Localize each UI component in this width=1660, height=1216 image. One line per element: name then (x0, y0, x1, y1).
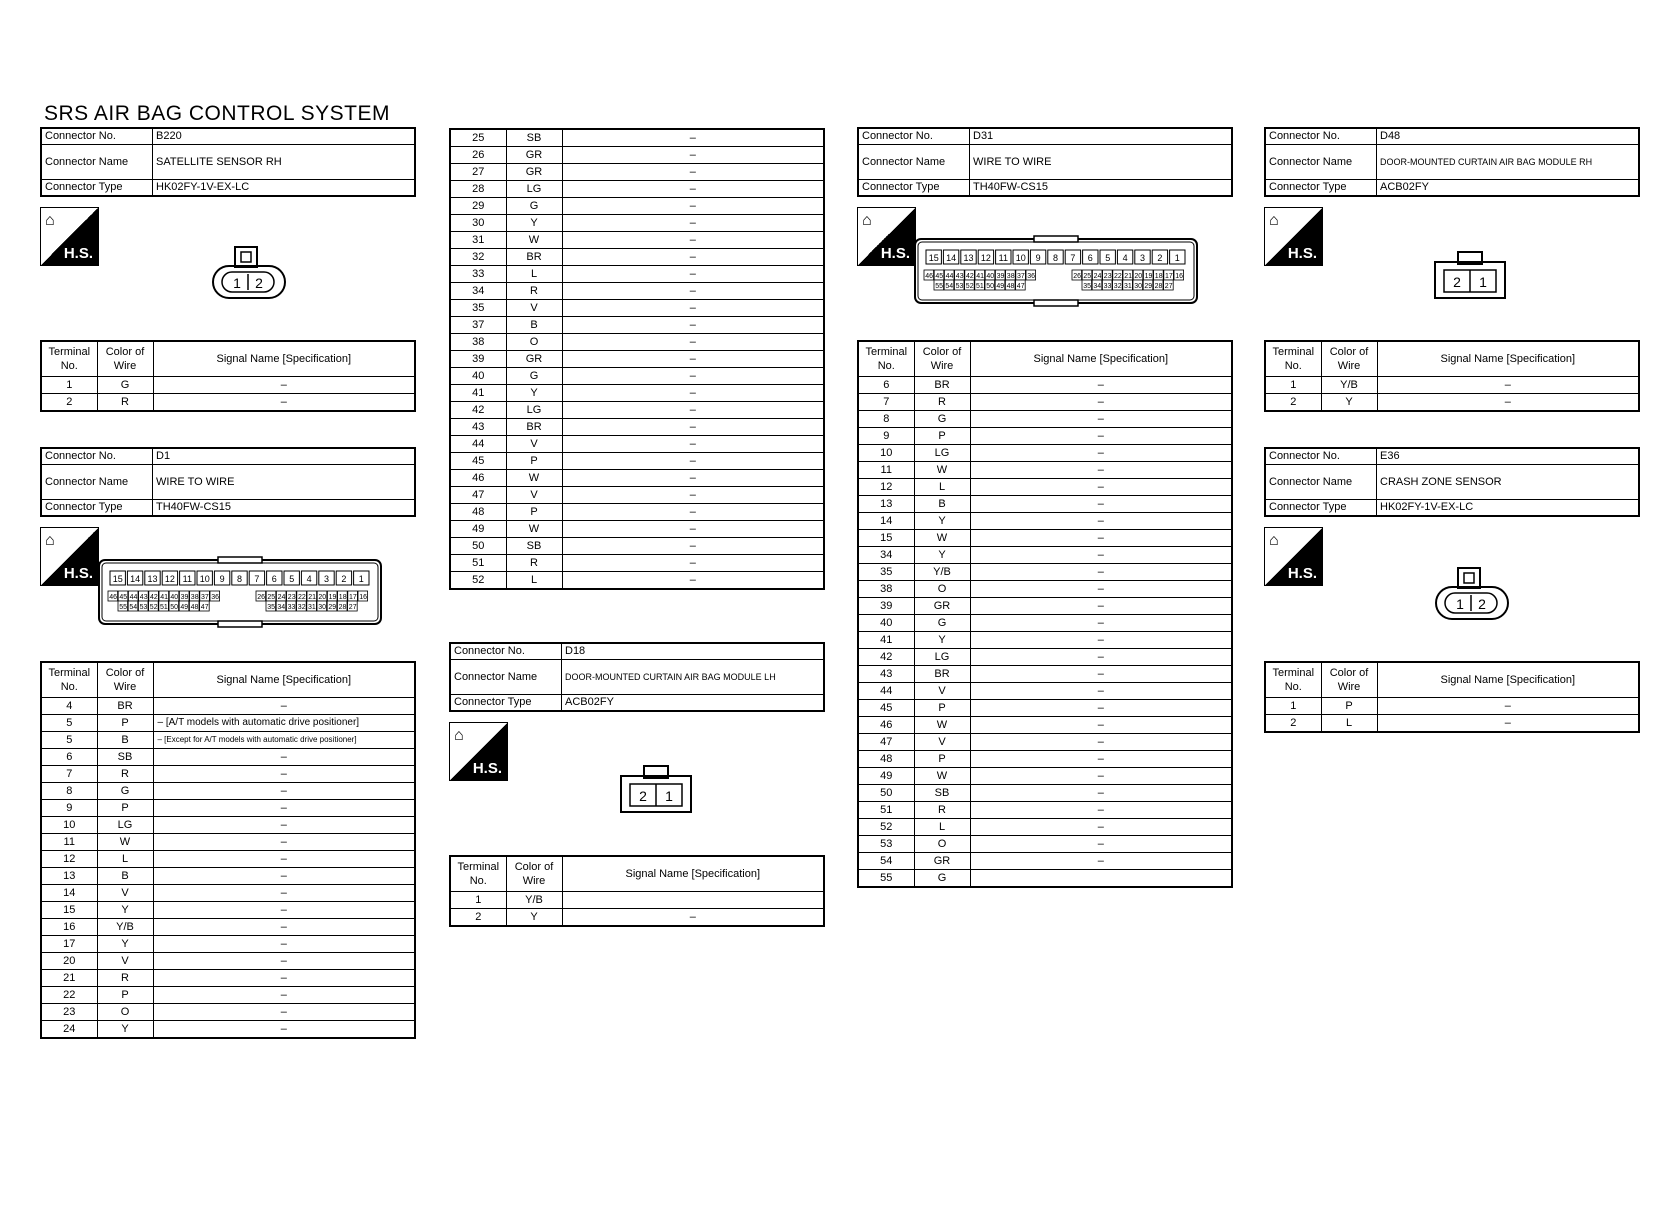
pin-label: 47 (200, 604, 209, 611)
pin-label: 17 (349, 594, 357, 601)
connector-d18: Connector No. D18 Connector Name DOOR-MOUNTED CURTAIN AIR BAG MODULE LH Connector Type ACB02FY (449, 642, 825, 712)
pin-label: 28 (1154, 283, 1163, 290)
pin-label: 39 (180, 594, 189, 601)
pin-label: 3 (1139, 253, 1146, 263)
pin-label: 16 (359, 594, 367, 601)
pin-label: 35 (1083, 283, 1091, 290)
table-row: 1 P – (1265, 698, 1639, 715)
pin-label: 50 (170, 604, 178, 611)
table-row: 24 Y – (41, 1021, 415, 1039)
table-row: 12 L – (858, 479, 1232, 496)
table-row: 39 GR – (858, 598, 1232, 615)
connector-face-d31 (914, 235, 1198, 312)
harness-side-icon: ⌂ H.S. (449, 722, 508, 781)
pin-label: 20 (1134, 273, 1143, 280)
table-row: 2 Y – (450, 909, 824, 927)
harness-side-icon: ⌂ H.S. (1264, 207, 1323, 266)
connector-b220 (40, 127, 416, 197)
plug-icon: ⌂ (1269, 532, 1279, 549)
table-row: 11 W – (41, 834, 415, 851)
table-row: 32 BR – (450, 249, 824, 266)
table-row: 12 L – (41, 851, 415, 868)
pin-table-e36: Terminal No. Color of Wire Signal Name [Specification] 1 P – 2 L – (1264, 661, 1640, 733)
pin-label: 29 (1144, 283, 1153, 290)
table-row: 42 LG – (858, 649, 1232, 666)
pin-label: 16 (1175, 273, 1183, 280)
pin-label: 2 (1478, 596, 1486, 612)
header-terminal-no: Terminal No. (41, 341, 97, 377)
pin-label: 52 (965, 283, 974, 290)
pin-label: 45 (935, 273, 944, 280)
table-row: 13 B – (858, 496, 1232, 513)
plug-icon: ⌂ (45, 532, 55, 549)
connector-face-d1 (98, 556, 382, 633)
connector-type-value: HK02FY-1V-EX-LC (153, 180, 416, 197)
pin-label: 22 (298, 594, 306, 601)
pin-label: 20 (318, 594, 327, 601)
table-row: 25 SB – (450, 129, 824, 147)
pin-label: 15 (112, 574, 123, 584)
pin-label: 42 (150, 594, 158, 601)
pin-label: 51 (976, 283, 984, 290)
pin-label: 14 (130, 574, 141, 584)
label-connector-type: Connector Type (41, 180, 153, 197)
connector-d1 (40, 447, 416, 517)
table-row: 2 L – (1265, 715, 1639, 733)
table-row: 22 P – (41, 987, 415, 1004)
pin-label: 48 (1006, 283, 1015, 290)
pin-label: 1 (1479, 274, 1487, 290)
table-row: 34 Y – (858, 547, 1232, 564)
pin-label: 43 (955, 273, 964, 280)
table-row: 11 W – (858, 462, 1232, 479)
pin-label: 39 (996, 273, 1005, 280)
pin-label: 46 (109, 594, 117, 601)
table-row: 50 SB – (450, 538, 824, 555)
pin-label: 18 (1154, 273, 1163, 280)
pin-label: 21 (1124, 273, 1132, 280)
table-row: 43 BR – (858, 666, 1232, 683)
pin-label: 6 (1087, 253, 1093, 263)
pin-label: 36 (211, 594, 219, 601)
table-row: 49 W – (450, 521, 824, 538)
pin-label: 2 (255, 275, 263, 291)
connector-no-value: B220 (153, 128, 416, 145)
pin-label: 27 (1164, 283, 1173, 290)
pin-label: 17 (1165, 273, 1173, 280)
pin-label: 23 (287, 594, 296, 601)
pin-label: 15 (928, 253, 939, 263)
pin-label: 45 (119, 594, 128, 601)
table-row: 5 B – [Except for A/T models with automatic drive positioner] (41, 732, 415, 749)
table-row: 15 Y – (41, 902, 415, 919)
pin-label: 40 (986, 273, 995, 280)
pin-label: 41 (976, 273, 984, 280)
pin-label: 47 (1016, 283, 1025, 290)
pin-label: 8 (236, 574, 243, 584)
table-row: 8 G – (41, 783, 415, 800)
plug-icon: ⌂ (454, 727, 464, 744)
pin-label: 11 (998, 253, 1008, 263)
pin-label: 32 (1113, 283, 1122, 290)
table-row: 6 BR – (858, 377, 1232, 394)
table-row: 51 R – (450, 555, 824, 572)
table-row: 1 Y/B (450, 892, 824, 909)
pin-label: 2 (1453, 274, 1461, 290)
table-row: 35 Y/B – (858, 564, 1232, 581)
pin-label: 12 (164, 574, 175, 584)
pin-table-d31: Terminal No. Color of Wire Signal Name [Specification] 6 BR – 7 R – 8 G – 9 P – 10 LG – 11 W – 12 L – 13 B – 14 Y – 15 W – 34 Y – 35 Y/B – 38 O – 39 GR – 40 G – 41 Y – 42 LG – 43 BR – 44 V – 45 P – 46 W – 47 V – 48 P – 49 W – 50 SB – 51 R – 52 L – 53 O – 54 GR – 55 G (857, 340, 1233, 888)
table-row: 47 V – (858, 734, 1232, 751)
pin-label: 12 (980, 253, 991, 263)
pin-label: 5 (289, 574, 295, 584)
table-row: 50 SB – (858, 785, 1232, 802)
table-row: 52 L – (450, 572, 824, 590)
table-row: 9 P – (41, 800, 415, 817)
table-row: 38 O – (858, 581, 1232, 598)
pin-label: 24 (277, 594, 286, 601)
connector-face-d18 (618, 764, 696, 816)
pin-table-d18: Terminal No. Color of Wire Signal Name [Specification] 1 Y/B 2 Y – (449, 855, 825, 927)
pin-label: 54 (945, 283, 954, 290)
pin-label: 13 (147, 574, 158, 584)
label-connector-no: Connector No. (41, 128, 153, 145)
table-row: 14 Y – (858, 513, 1232, 530)
pin-table-d1-part1: Terminal No. Color of Wire Signal Name [Specification] 4 BR – 5 P – [A/T models with automatic drive positioner] 5 B – [Except for A/T models with automatic drive positioner] 6 SB – 7 R – 8 G – 9 P – 10 LG – 11 W – 12 L – 13 B – 14 V – 15 Y – 16 Y/B – 17 Y – 20 V – 21 R – 22 P – 23 O – 24 Y – (40, 661, 416, 1039)
table-row: 30 Y – (450, 215, 824, 232)
pin-label: 19 (1144, 273, 1153, 280)
pin-label: 27 (348, 604, 357, 611)
table-row: 51 R – (858, 802, 1232, 819)
table-row: 7 R – (41, 766, 415, 783)
table-row: 5 P – [A/T models with automatic drive positioner] (41, 715, 415, 732)
pin-label: 1 (1456, 596, 1464, 612)
connector-face-b220 (210, 244, 290, 306)
table-row: 52 L – (858, 819, 1232, 836)
table-row: 41 Y – (450, 385, 824, 402)
pin-label: 33 (287, 604, 296, 611)
pin-label: 10 (1015, 253, 1026, 263)
header-color-of-wire: Color of Wire (97, 341, 153, 377)
connector-face-e36 (1433, 565, 1513, 627)
pin-label: 22 (1114, 273, 1122, 280)
table-row: 20 V – (41, 953, 415, 970)
pin-label: 54 (129, 604, 138, 611)
table-row: 42 LG – (450, 402, 824, 419)
pin-label: 32 (297, 604, 306, 611)
table-row: 55 G (858, 870, 1232, 888)
pin-label: 6 (271, 574, 277, 584)
pin-label: 1 (1174, 253, 1180, 263)
plug-icon: ⌂ (45, 212, 55, 229)
connector-d48: Connector No. D48 Connector Name DOOR-MOUNTED CURTAIN AIR BAG MODULE RH Connector Type ACB02FY (1264, 127, 1640, 197)
pin-label: 13 (963, 253, 974, 263)
connector-info-table (40, 127, 416, 197)
pin-label: 8 (1052, 253, 1059, 263)
table-row: 31 W – (450, 232, 824, 249)
plug-icon: ⌂ (1269, 212, 1279, 229)
table-row: 17 Y – (41, 936, 415, 953)
pin-label: 26 (257, 594, 265, 601)
pin-label: 2 (1157, 253, 1163, 263)
harness-side-icon (40, 207, 99, 266)
pin-label: 19 (328, 594, 337, 601)
pin-label: 21 (308, 594, 316, 601)
table-row: 23 O – (41, 1004, 415, 1021)
table-row: 26 GR – (450, 147, 824, 164)
pin-label: 7 (1070, 253, 1076, 263)
pin-label: 34 (277, 604, 286, 611)
pin-label: 9 (219, 574, 225, 584)
pin-label: 4 (306, 574, 312, 584)
pin-label: 30 (318, 604, 326, 611)
table-row: 1 Y/B – (1265, 377, 1639, 394)
pin-label: 55 (119, 604, 127, 611)
pin-label: 25 (1083, 273, 1092, 280)
table-row: 35 V – (450, 300, 824, 317)
table-row: 41 Y – (858, 632, 1232, 649)
pin-table-d48: Terminal No. Color of Wire Signal Name [Specification] 1 Y/B – 2 Y – (1264, 340, 1640, 412)
pin-label: 55 (935, 283, 943, 290)
pin-label: 53 (955, 283, 964, 290)
pin-label: 52 (149, 604, 158, 611)
table-row: 37 B – (450, 317, 824, 334)
pin-label: 41 (160, 594, 168, 601)
pin-label: 36 (1027, 273, 1035, 280)
table-row: 45 P – (858, 700, 1232, 717)
table-row: 29 G – (450, 198, 824, 215)
table-row: 40 G – (450, 368, 824, 385)
pin-label: 29 (328, 604, 337, 611)
table-row: 46 W – (450, 470, 824, 487)
pin-label: 35 (267, 604, 275, 611)
harness-side-icon: ⌂ H.S. (40, 527, 99, 586)
pin-label: 7 (254, 574, 260, 584)
table-row: 44 V – (858, 683, 1232, 700)
connector-face-d48 (1432, 250, 1510, 302)
pin-label: 46 (925, 273, 933, 280)
table-row: 7 R – (858, 394, 1232, 411)
pin-label: 43 (139, 594, 148, 601)
pin-label: 44 (945, 273, 954, 280)
table-row: 45 P – (450, 453, 824, 470)
connector-face-svg (914, 235, 1198, 307)
table-row: 1 G – (41, 377, 415, 394)
table-row: 27 GR – (450, 164, 824, 181)
pin-label: 1 (233, 275, 241, 291)
table-row: 34 R – (450, 283, 824, 300)
table-row: 44 V – (450, 436, 824, 453)
table-row: 33 L – (450, 266, 824, 283)
pin-label: 53 (139, 604, 148, 611)
pin-label: 31 (1124, 283, 1132, 290)
connector-e36: Connector No. E36 Connector Name CRASH ZONE SENSOR Connector Type HK02FY-1V-EX-LC (1264, 447, 1640, 517)
hs-label: H.S. (63, 245, 93, 262)
table-row: 15 W – (858, 530, 1232, 547)
pin-label: 38 (1006, 273, 1015, 280)
connector-d31: Connector No. D31 Connector Name WIRE TO WIRE Connector Type TH40FW-CS15 (857, 127, 1233, 197)
plug-icon: ⌂ (862, 212, 872, 229)
label-connector-name: Connector Name (41, 145, 153, 180)
table-row: 53 O – (858, 836, 1232, 853)
table-row: 2 R – (41, 394, 415, 412)
pin-label: 30 (1134, 283, 1142, 290)
table-row: 13 B – (41, 868, 415, 885)
pin-label: 26 (1073, 273, 1081, 280)
table-row: 10 LG – (41, 817, 415, 834)
harness-side-icon: ⌂ H.S. (857, 207, 916, 266)
pin-label: 9 (1035, 253, 1041, 263)
table-row: 39 GR – (450, 351, 824, 368)
header-signal-name: Signal Name [Specification] (153, 341, 415, 377)
pin-label: 37 (1017, 273, 1025, 280)
pin-label: 4 (1122, 253, 1128, 263)
table-row: 49 W – (858, 768, 1232, 785)
pin-label: 10 (199, 574, 210, 584)
table-row: 48 P – (450, 504, 824, 521)
pin-label: 5 (1105, 253, 1111, 263)
pin-label: 24 (1093, 273, 1102, 280)
pin-label: 44 (129, 594, 138, 601)
pin-label: 34 (1093, 283, 1102, 290)
table-row: 9 P – (858, 428, 1232, 445)
pin-table-d1-part2 (449, 128, 825, 590)
table-row: 8 G – (858, 411, 1232, 428)
pin-label: 48 (190, 604, 199, 611)
pin-label: 23 (1103, 273, 1112, 280)
pin-label: 1 (665, 788, 673, 804)
pin-label: 49 (996, 283, 1005, 290)
table-row: 4 BR – (41, 698, 415, 715)
table-row: 6 SB – (41, 749, 415, 766)
table-row: 47 V – (450, 487, 824, 504)
connector-info-table: Connector No. D1 Connector Name WIRE TO WIRE Connector Type TH40FW-CS15 (40, 447, 416, 517)
pin-label: 14 (946, 253, 957, 263)
pin-label: 50 (986, 283, 994, 290)
pin-label: 42 (966, 273, 974, 280)
connector-name-value: SATELLITE SENSOR RH (153, 145, 416, 180)
table-row: 54 GR – (858, 853, 1232, 870)
pin-label: 11 (182, 574, 192, 584)
pin-label: 2 (341, 574, 347, 584)
table-row: 14 V – (41, 885, 415, 902)
pin-label: 51 (160, 604, 168, 611)
pin-label: 28 (338, 604, 347, 611)
harness-side-icon: ⌂ H.S. (1264, 527, 1323, 586)
table-row: 21 R – (41, 970, 415, 987)
table-row: 43 BR – (450, 419, 824, 436)
connector-face-svg (98, 556, 382, 628)
table-row: 28 LG – (450, 181, 824, 198)
pin-label: 33 (1103, 283, 1112, 290)
table-row: 10 LG – (858, 445, 1232, 462)
pin-label: 40 (170, 594, 179, 601)
table-row: 40 G – (858, 615, 1232, 632)
table-row: 2 Y – (1265, 394, 1639, 412)
pin-label: 18 (338, 594, 347, 601)
pin-label: 31 (308, 604, 316, 611)
pin-label: 3 (323, 574, 330, 584)
table-row: 38 O – (450, 334, 824, 351)
pin-label: 25 (267, 594, 276, 601)
pin-label: 37 (201, 594, 209, 601)
table-row: 46 W – (858, 717, 1232, 734)
table-row: 48 P – (858, 751, 1232, 768)
page-title: SRS AIR BAG CONTROL SYSTEM (44, 102, 390, 125)
pin-label: 2 (639, 788, 647, 804)
pin-label: 1 (358, 574, 364, 584)
table-row: 16 Y/B – (41, 919, 415, 936)
pin-table-b220 (40, 340, 416, 412)
pin-label: 38 (190, 594, 199, 601)
pin-label: 49 (180, 604, 189, 611)
